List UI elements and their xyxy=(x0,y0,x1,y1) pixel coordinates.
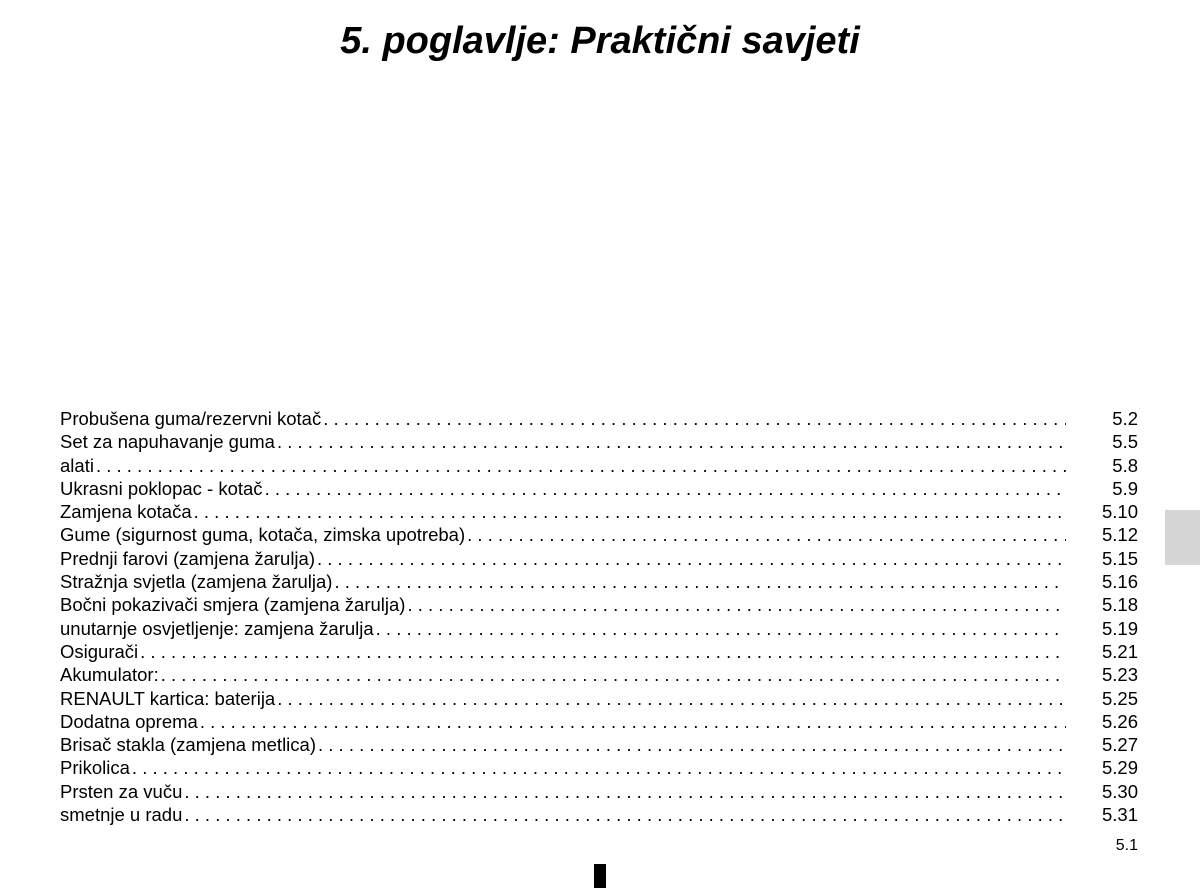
toc-entry-label: Brisač stakla (zamjena metlica) xyxy=(60,734,316,756)
toc-dot-leader xyxy=(182,803,1066,826)
toc-entry[interactable] xyxy=(60,593,1138,616)
toc-entry-label: Stražnja svjetla (zamjena žarulja) xyxy=(60,571,333,593)
toc-entry-label: Gume (sigurnost guma, kotača, zimska upotreba) xyxy=(60,524,466,546)
toc-dot-leader xyxy=(315,547,1066,570)
toc-entry-label: Osigurači xyxy=(60,640,139,662)
toc-entry-page: 5.29 xyxy=(1101,757,1138,779)
toc-entry[interactable] xyxy=(60,547,1138,570)
toc-entry-page: 5.21 xyxy=(1101,640,1138,662)
toc-entry[interactable] xyxy=(60,454,1138,477)
toc-entry[interactable] xyxy=(60,430,1138,453)
page-number: 5.1 xyxy=(1115,837,1138,854)
toc-entry[interactable] xyxy=(60,663,1138,686)
toc-entry-page: 5.5 xyxy=(1112,431,1138,453)
toc-dot-leader xyxy=(275,687,1066,710)
toc-entry[interactable] xyxy=(60,687,1138,710)
toc-entry-label: alati xyxy=(60,454,94,476)
toc-dot-leader xyxy=(275,430,1066,453)
toc-entry-page: 5.10 xyxy=(1101,501,1138,523)
toc-entry[interactable] xyxy=(60,780,1138,803)
toc-entry-page: 5.8 xyxy=(1112,454,1138,476)
toc-entry-label: Prikolica xyxy=(60,757,130,779)
toc-entry[interactable] xyxy=(60,500,1138,523)
toc-dot-leader xyxy=(263,477,1066,500)
toc-entry[interactable] xyxy=(60,407,1138,430)
toc-dot-leader xyxy=(159,663,1066,686)
toc-entry-page: 5.31 xyxy=(1101,804,1138,826)
toc-dot-leader xyxy=(130,756,1066,779)
toc-entry-label: Probušena guma/rezervni kotač xyxy=(60,408,322,429)
toc-entry[interactable] xyxy=(60,756,1138,779)
toc-entry-label: unutarnje osvjetljenje: zamjena žarulja xyxy=(60,617,374,639)
chapter-side-tab xyxy=(1165,510,1200,565)
toc-entry[interactable] xyxy=(60,617,1138,640)
chapter-title: 5. poglavlje: Praktični savjeti xyxy=(340,20,860,62)
toc-entry-page: 5.16 xyxy=(1101,571,1138,593)
toc-entry-page: 5.26 xyxy=(1101,710,1138,732)
toc-dot-leader xyxy=(465,523,1066,546)
toc-entry-label: Bočni pokazivači smjera (zamjena žarulja) xyxy=(60,594,406,616)
toc-dot-leader xyxy=(182,780,1066,803)
toc-entry-page: 5.30 xyxy=(1101,780,1138,802)
toc-dot-leader xyxy=(405,593,1066,616)
toc-entry-label: Ukrasni poklopac - kotač xyxy=(60,477,263,499)
toc-entry-page: 5.12 xyxy=(1101,524,1138,546)
toc-entry-page: 5.15 xyxy=(1101,547,1138,569)
table-of-contents xyxy=(60,407,1138,826)
toc-entry-page: 5.23 xyxy=(1101,664,1138,686)
toc-entry[interactable] xyxy=(60,710,1138,733)
toc-entry[interactable] xyxy=(60,640,1138,663)
toc-entry-label: Prsten za vuču xyxy=(60,780,183,802)
toc-entry-label: Akumulator: xyxy=(60,664,159,686)
toc-entry-page: 5.2 xyxy=(1112,408,1138,429)
toc-dot-leader xyxy=(138,640,1066,663)
toc-entry-page: 5.18 xyxy=(1101,594,1138,616)
toc-entry-label: Zamjena kotača xyxy=(60,501,192,523)
toc-dot-leader xyxy=(198,710,1066,733)
toc-entry-label: Prednji farovi (zamjena žarulja) xyxy=(60,547,315,569)
toc-entry-label: Set za napuhavanje guma xyxy=(60,431,275,453)
toc-dot-leader xyxy=(321,407,1066,430)
toc-entry[interactable] xyxy=(60,803,1138,826)
toc-dot-leader xyxy=(332,570,1066,593)
toc-entry-page: 5.9 xyxy=(1112,477,1138,499)
toc-entry-label: RENAULT kartica: baterija xyxy=(60,687,276,709)
toc-dot-leader xyxy=(192,500,1066,523)
crop-mark xyxy=(594,864,606,888)
toc-entry-page: 5.25 xyxy=(1101,687,1138,709)
toc-dot-leader xyxy=(374,617,1066,640)
toc-entry-label: smetnje u radu xyxy=(60,804,183,826)
toc-dot-leader xyxy=(94,454,1066,477)
toc-entry[interactable] xyxy=(60,570,1138,593)
toc-entry-page: 5.27 xyxy=(1101,734,1138,756)
toc-entry-label: Dodatna oprema xyxy=(60,710,198,732)
toc-entry[interactable] xyxy=(60,477,1138,500)
toc-entry[interactable] xyxy=(60,523,1138,546)
toc-dot-leader xyxy=(316,733,1066,756)
toc-entry[interactable] xyxy=(60,733,1138,756)
toc-entry-page: 5.19 xyxy=(1101,617,1138,639)
